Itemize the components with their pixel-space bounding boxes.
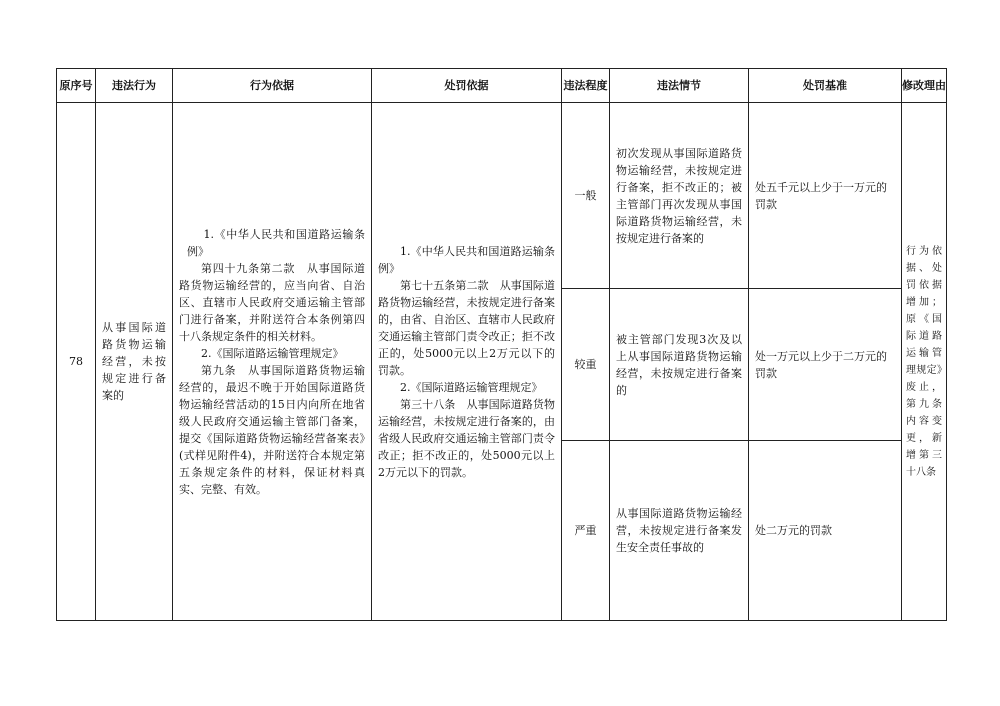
basis-law-1: 1.《中华人民共和国道路运输条例》	[187, 227, 365, 258]
basis-text	[173, 224, 371, 500]
penalty-article-2: 第三十八条 从事国际道路货物运输经营，未按规定进行备案的，由省级人民政府交通运输主管部门责令改正；拒不改正的，处5000元以上2万元以下的罚款。	[378, 397, 555, 479]
header-row	[57, 69, 947, 103]
basis-article-1: 第四十九条第二款 从事国际道路货物运输经营的，应当向省、自治区、直辖市人民政府交通运输主管部门进行备案，并附送符合本条例第四十八条规定条件的相关材料。	[179, 261, 365, 343]
circumstance-general-cell	[610, 103, 749, 289]
basis-article-2: 第九条 从事国际道路货物运输经营的，最迟不晚于开始国际道路货物运输经营活动的15日内向所在地省级人民政府交通运输主管部门备案，提交《国际道路货物运输经营备案表》(式样见附件4)，并附送符合本规定第五条规定条件的材料，保证材料真实、完整、有效。	[179, 363, 365, 496]
circumstance-general: 初次发现从事国际道路货物运输经营，未按规定进行备案，拒不改正的；被主管部门再次发现从事国际道路货物运输经营，未按规定进行备案的	[616, 146, 742, 245]
header-behavior: 违法行为	[96, 69, 173, 103]
circumstance-severe: 从事国际道路货物运输经营，未按规定进行备案发生安全责任事故的	[616, 507, 742, 554]
header-degree: 违法程度	[562, 69, 610, 103]
standard-serious-cell	[749, 289, 902, 441]
standard-general-cell	[749, 103, 902, 289]
degree-serious: 较重	[562, 289, 610, 441]
basis-law-2: 2.《国际道路运输管理规定》	[201, 346, 344, 360]
circumstance-serious: 被主管部门发现3次及以上从事国际道路货物运输经营，未按规定进行备案的	[616, 332, 742, 397]
reason-cell	[902, 103, 947, 621]
behavior-cell	[96, 103, 173, 621]
penalty-table	[56, 68, 947, 621]
basis-cell	[173, 103, 372, 621]
header-standard: 处罚基准	[749, 69, 902, 103]
standard-severe: 处二万元的罚款	[755, 524, 832, 537]
header-reason: 修改理由	[902, 69, 947, 103]
reason-text: 行为依据、处罚依据增加；原《国际道路运输管理规定》废止，第九条内容变更，新增第三十八条	[906, 245, 942, 478]
header-basis: 行为依据	[173, 69, 372, 103]
penalty-basis-cell	[372, 103, 562, 621]
header-circumstance: 违法情节	[610, 69, 749, 103]
seq-cell: 78	[57, 103, 96, 621]
penalty-basis-text	[372, 241, 561, 483]
header-seq: 原序号	[57, 69, 96, 103]
degree-general: 一般	[562, 103, 610, 289]
standard-serious: 处一万元以上少于二万元的罚款	[755, 349, 887, 380]
header-penalty-basis: 处罚依据	[372, 69, 562, 103]
degree-severe: 严重	[562, 441, 610, 621]
circumstance-severe-cell	[610, 441, 749, 621]
behavior-text: 从事国际道路货物运输经营，未按规定进行备案的	[102, 321, 166, 402]
standard-severe-cell	[749, 441, 902, 621]
penalty-article-1: 第七十五条第二款 从事国际道路货物运输经营，未按规定进行备案的，由省、自治区、直辖市人民政府交通运输主管部门责令改正；拒不改正的，处5000元以上2万元以下的罚款。	[378, 278, 555, 377]
penalty-law-2: 2.《国际道路运输管理规定》	[400, 380, 543, 394]
standard-general: 处五千元以上少于一万元的罚款	[755, 180, 887, 211]
table-row	[57, 103, 947, 289]
penalty-law-1: 1.《中华人民共和国道路运输条例》	[378, 244, 555, 275]
circumstance-serious-cell	[610, 289, 749, 441]
